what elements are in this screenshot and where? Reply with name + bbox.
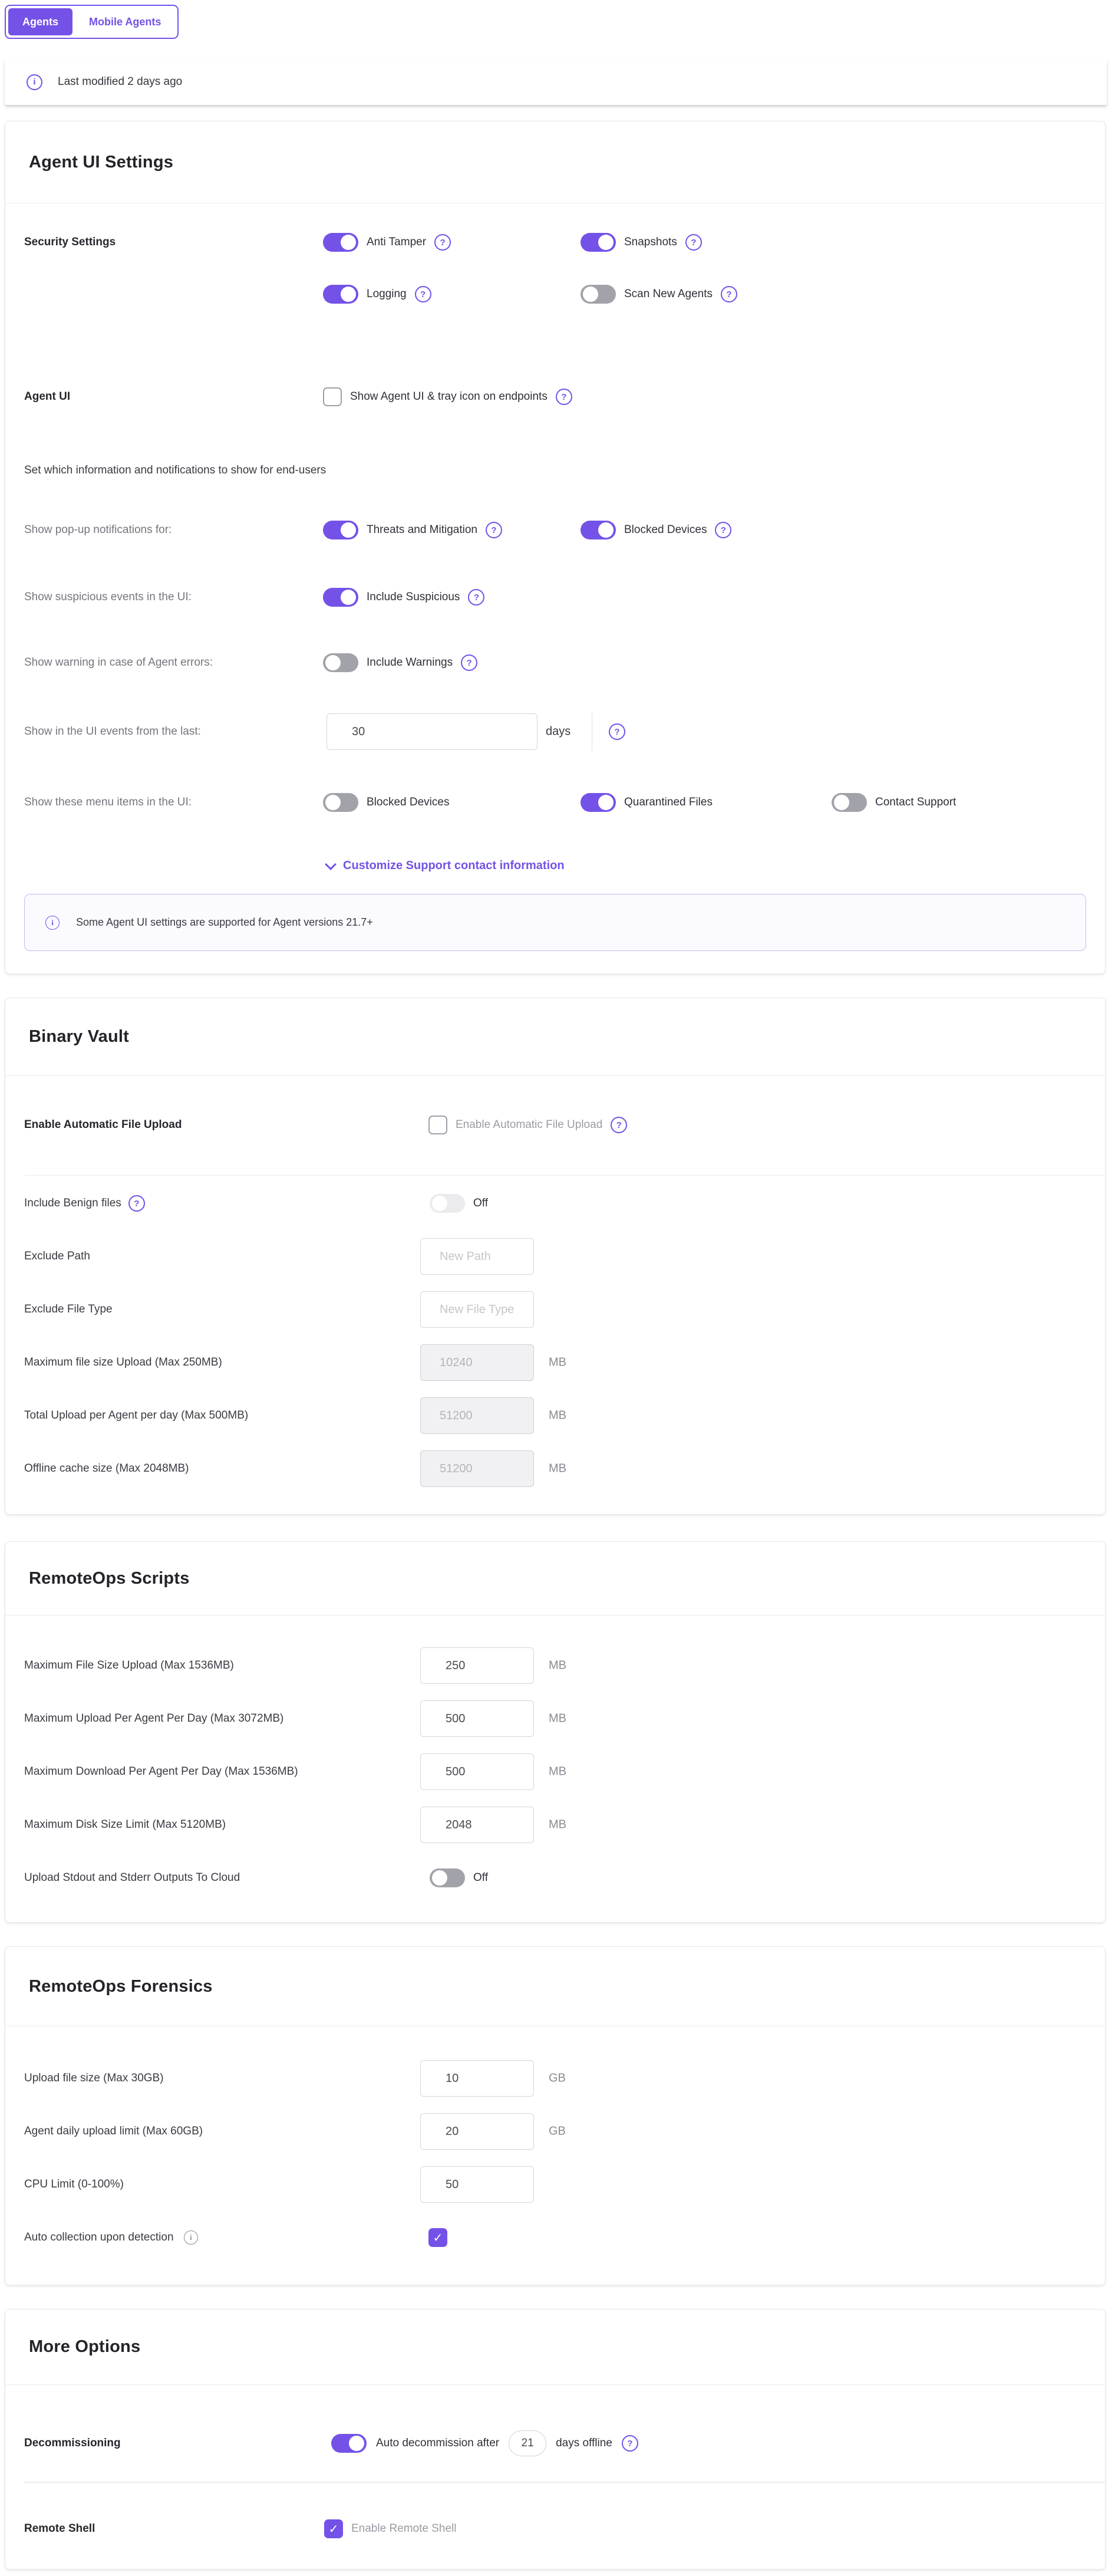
tab-mobile-agents[interactable]: Mobile Agents [89,15,161,28]
ros-max-disk-unit: MB [549,1818,566,1831]
total-upload-label: Total Upload per Agent per day (Max 500MB) [24,1409,249,1422]
include-suspicious-label: Include Suspicious [367,591,460,603]
agent-ui-label: Agent UI [24,390,71,403]
logging-label: Logging [367,288,407,300]
show-agent-ui-help-icon[interactable]: ? [556,389,572,405]
section-title: RemoteOps Scripts [29,1568,190,1588]
snapshots-help-icon[interactable]: ? [685,234,702,251]
enable-auto-upload-label: Enable Automatic File Upload [24,1118,182,1131]
events-from-last-label: Show in the UI events from the last: [24,725,201,738]
include-benign-toggle[interactable] [430,1194,465,1213]
exclude-file-type-input[interactable] [420,1291,534,1328]
remote-shell-checkbox-label: Enable Remote Shell [351,2522,457,2535]
threats-mitigation-toggle[interactable] [323,521,358,539]
info-icon: i [45,916,60,930]
auto-collection-info-icon[interactable]: i [184,2230,198,2245]
include-benign-help-icon[interactable]: ? [128,1195,145,1212]
events-days-input[interactable] [327,713,537,750]
threats-mitigation-help-icon[interactable]: ? [486,522,502,538]
remoteops-forensics-card [5,1946,1106,2285]
agent-errors-label: Show warning in case of Agent errors: [24,656,213,669]
events-days-help-icon[interactable]: ? [609,723,625,740]
divider [24,1175,1105,1176]
decommission-suffix: days offline [556,2437,612,2449]
rof-auto-collection-checkbox[interactable]: ✓ [428,2228,447,2247]
customize-support-link[interactable] [327,859,565,873]
ros-stdout-state: Off [473,1871,488,1884]
end-user-subtitle: Set which information and notifications to show for end-users [24,464,327,476]
rof-daily-limit-label: Agent daily upload limit (Max 60GB) [24,2125,203,2137]
rof-cpu-limit-input[interactable] [420,2166,534,2203]
rof-daily-limit-input[interactable] [420,2113,534,2150]
remote-shell-label: Remote Shell [24,2522,95,2535]
section-title: Binary Vault [29,1027,130,1046]
section-title: RemoteOps Forensics [29,1976,213,1996]
events-days-unit: days [546,725,571,738]
enable-auto-upload-checkbox-label: Enable Automatic File Upload [456,1118,603,1131]
ros-max-upload-input[interactable] [420,1700,534,1737]
blocked-devices-popup-toggle[interactable] [581,521,616,539]
decommission-prefix: Auto decommission after [376,2437,500,2449]
ros-max-download-input[interactable] [420,1753,534,1790]
ros-stdout-toggle[interactable] [430,1868,465,1887]
rof-upload-size-input[interactable] [420,2060,534,2097]
suspicious-events-label: Show suspicious events in the UI: [24,591,192,603]
exclude-path-input[interactable] [420,1238,534,1275]
remoteops-scripts-card [5,1541,1106,1923]
exclude-path-label: Exclude Path [24,1250,90,1262]
agent-ui-settings-card [5,121,1106,974]
show-agent-ui-label: Show Agent UI & tray icon on endpoints [350,390,548,403]
chevron-down-icon [325,858,337,870]
scan-new-agents-label: Scan New Agents [624,288,713,300]
include-suspicious-help-icon[interactable]: ? [468,589,484,606]
ros-max-upload-label: Maximum Upload Per Agent Per Day (Max 3072MB) [24,1712,284,1725]
logging-toggle[interactable] [323,285,358,304]
decommission-days-input[interactable] [509,2430,546,2456]
ros-max-upload-unit: MB [549,1712,566,1725]
security-settings-label: Security Settings [24,236,116,248]
agent-type-tabs [5,5,179,39]
rof-auto-collection-label: Auto collection upon detection i [24,2230,198,2245]
decommissioning-label: Decommissioning [24,2437,121,2449]
include-benign-state: Off [473,1197,488,1209]
rof-daily-limit-unit: GB [549,2124,566,2138]
menu-quarantined-files-label: Quarantined Files [624,796,713,808]
section-title: Agent UI Settings [29,152,174,172]
decommission-toggle[interactable] [331,2434,367,2453]
include-benign-label: Include Benign files ? [24,1195,145,1212]
offline-cache-input [420,1450,534,1487]
binary-vault-card [5,998,1106,1515]
ros-max-file-unit: MB [549,1659,566,1672]
menu-quarantined-files-toggle[interactable] [581,793,616,812]
divider [24,2482,1105,2483]
snapshots-label: Snapshots [624,236,677,248]
anti-tamper-label: Anti Tamper [367,236,427,248]
enable-auto-upload-checkbox[interactable] [428,1116,447,1134]
agent-ui-note-text: Some Agent UI settings are supported for Agent versions 21.7+ [76,916,373,928]
include-warnings-toggle[interactable] [323,653,358,672]
ros-max-file-input[interactable] [420,1647,534,1684]
offline-cache-unit: MB [549,1462,566,1475]
agent-ui-note [24,894,1086,951]
include-warnings-label: Include Warnings [367,656,453,669]
threats-mitigation-label: Threats and Mitigation [367,524,477,536]
ros-max-download-unit: MB [549,1765,566,1778]
last-modified-bar [5,59,1107,105]
rof-upload-size-unit: GB [549,2071,566,2085]
total-upload-unit: MB [549,1409,566,1422]
ros-max-disk-label: Maximum Disk Size Limit (Max 5120MB) [24,1818,226,1831]
enable-auto-upload-help-icon[interactable]: ? [611,1117,627,1133]
popup-notifications-label: Show pop-up notifications for: [24,524,172,536]
last-modified-text: Last modified 2 days ago [58,75,183,88]
show-agent-ui-checkbox[interactable] [323,387,342,406]
total-upload-input [420,1397,534,1434]
scan-new-agents-toggle[interactable] [581,285,616,304]
menu-blocked-devices-label: Blocked Devices [367,796,450,808]
ros-max-download-label: Maximum Download Per Agent Per Day (Max 1536MB) [24,1765,298,1778]
more-options-card [5,2309,1106,2570]
anti-tamper-help-icon[interactable]: ? [434,234,451,251]
info-icon: i [27,74,42,90]
ros-stdout-label: Upload Stdout and Stderr Outputs To Cloud [24,1871,240,1884]
section-title: More Options [29,2337,141,2356]
customize-support-link-text: Customize Support contact information [343,859,565,872]
menu-items-label: Show these menu items in the UI: [24,796,192,808]
max-file-size-label: Maximum file size Upload (Max 250MB) [24,1356,222,1368]
anti-tamper-toggle[interactable] [323,233,358,252]
blocked-devices-popup-help-icon[interactable]: ? [715,522,731,538]
blocked-devices-popup-label: Blocked Devices [624,524,707,536]
ros-max-file-label: Maximum File Size Upload (Max 1536MB) [24,1659,234,1672]
ros-max-disk-input[interactable] [420,1807,534,1843]
max-file-size-unit: MB [549,1356,566,1369]
include-suspicious-toggle[interactable] [323,588,358,607]
max-file-size-input [420,1344,534,1381]
rof-upload-size-label: Upload file size (Max 30GB) [24,2072,164,2084]
scan-new-agents-help-icon[interactable]: ? [721,286,737,302]
rof-cpu-limit-label: CPU Limit (0-100%) [24,2178,124,2190]
menu-contact-support-label: Contact Support [875,796,957,808]
tab-agents[interactable]: Agents [8,8,72,35]
offline-cache-label: Offline cache size (Max 2048MB) [24,1462,189,1475]
include-warnings-help-icon[interactable]: ? [461,654,477,671]
snapshots-toggle[interactable] [581,233,616,252]
menu-blocked-devices-toggle[interactable] [323,793,358,812]
remote-shell-checkbox[interactable]: ✓ [324,2519,343,2538]
menu-contact-support-toggle[interactable] [832,793,867,812]
logging-help-icon[interactable]: ? [415,286,431,302]
decommission-help-icon[interactable]: ? [622,2435,638,2452]
exclude-file-type-label: Exclude File Type [24,1303,113,1315]
